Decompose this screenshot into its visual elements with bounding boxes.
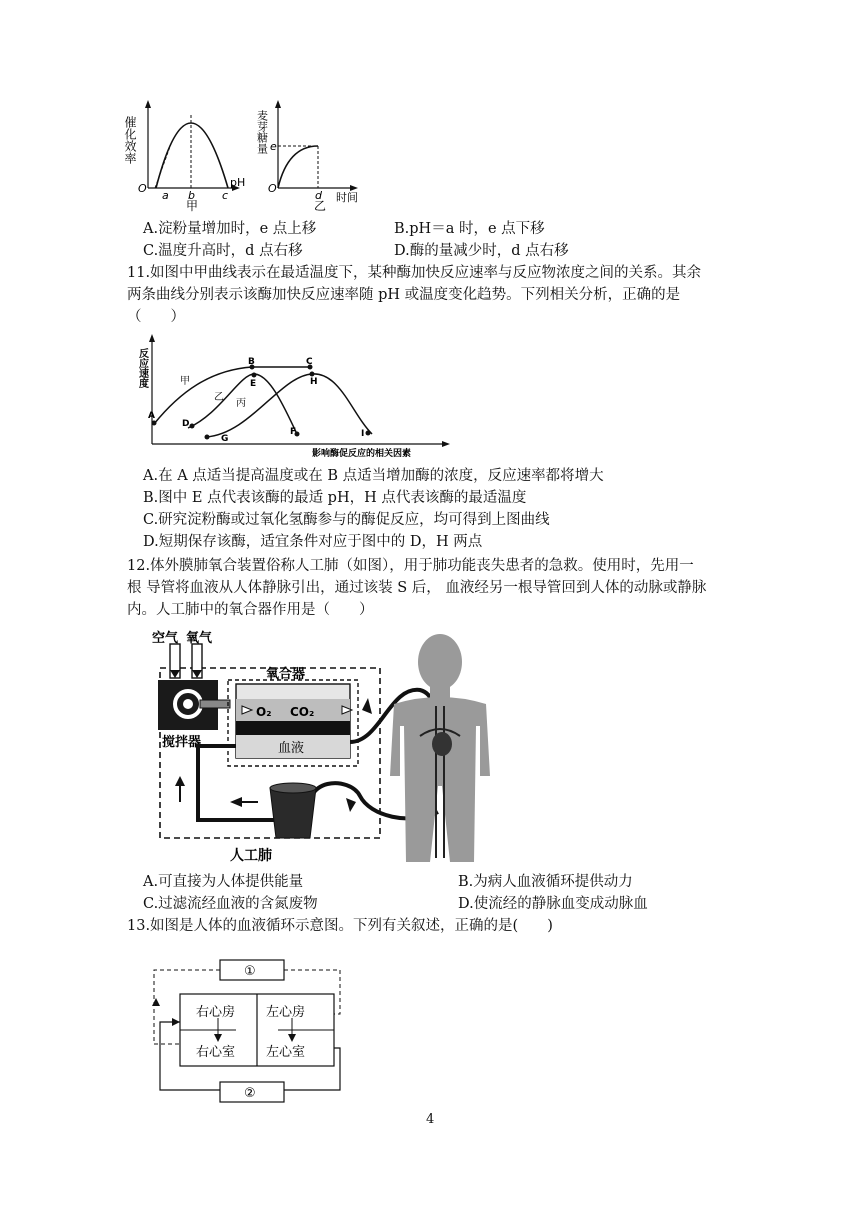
label-curve-yi: 乙 [214,392,224,403]
q10-option-a: A.淀粉量增加时，e 点上移 [143,221,317,237]
q12-stem-line1: 12.体外膜肺氧合装置俗称人工肺（如图），用于肺功能丧失患者的急救。使用时，先用一 [127,558,694,574]
q12-option-c: C.过滤流经血液的含氮废物 [143,896,318,912]
air-label: 空气 [152,631,179,646]
label-curve-jia: 甲 [180,376,190,387]
point-g [205,435,210,440]
oxygen-label: 氧气 [186,631,213,646]
point-a [152,421,157,426]
graph-jia-xlabel: pH [230,176,246,189]
q11-stem-line1: 11.如图中甲曲线表示在最适温度下，某种酶加快反应速率与反应物浓度之间的关系。其余 [127,265,702,281]
q11-option-b: B.图中 E 点代表该酶的最适 pH，H 点代表该酶的最适温度 [143,490,527,506]
point-h [310,372,315,377]
q11-stem-line3: （ ） [127,309,185,325]
point-d [190,424,195,429]
artificial-lung-figure [150,626,490,866]
graph-yi-caption: 乙 [314,199,327,213]
label-f: F [290,427,297,437]
label-h: H [310,377,318,387]
box-2-label: ② [244,1086,256,1101]
label-c: C [306,357,313,367]
graph-jia-ylabel: 催化效率 [123,116,137,164]
origin-label: O [138,182,147,195]
level-e: e [270,140,277,153]
graph-yi-ylabel: 麦芽糖量 [255,110,269,154]
blood-label: 血液 [278,741,305,756]
curve-bing [206,374,372,437]
q12-option-a: A.可直接为人体提供能量 [143,874,304,890]
q13-stem: 13.如图是人体的血液循环示意图。下列有关叙述，正确的是( ) [127,918,553,934]
right-atrium: 右心房 [196,1005,236,1020]
enzyme-curves-figure [123,98,368,213]
label-e: E [250,379,257,389]
label-curve-bing: 丙 [236,398,246,409]
label-d: D [182,419,190,429]
label-g: G [221,434,229,444]
label-a: A [148,411,155,421]
q11-option-d: D.短期保存该酶，适宜条件对应于图中的 D，H 两点 [143,534,483,550]
blood-circulation-figure [150,956,350,1108]
q11-option-a: A.在 A 点适当提高温度或在 B 点适当增加酶的浓度，反应速率都将增大 [143,468,604,484]
curve-jia [154,367,310,424]
point-i [366,431,371,436]
point-e [252,373,257,378]
graph-jia [123,100,245,213]
bell-curve [156,123,228,188]
mixer-label: 搅拌器 [162,735,202,750]
oxygenator-label: 氧合器 [266,667,306,682]
right-ventricle: 右心室 [196,1045,236,1060]
q11-option-c: C.研究淀粉酶或过氧化氢酶参与的酶促反应，均可得到上图曲线 [143,512,550,528]
q12-option-d: D.使流经的静脉血变成动脉血 [458,896,648,912]
q10-option-d: D.酶的量减少时，d 点右移 [394,243,569,259]
q10-option-b: B.pH＝a 时，e 点下移 [394,221,545,237]
graph-yi [256,100,359,213]
box-1-label: ① [244,964,256,979]
o2-label: O₂ [256,705,272,719]
label-i: I [361,429,365,439]
tick-a: a [162,189,169,202]
blood-pump-cup [270,788,316,838]
page-number: 4 [426,1112,435,1127]
co2-label: CO₂ [290,705,315,719]
graph-yi-xlabel: 时间 [336,191,358,204]
q12-option-b: B.为病人血液循环提供动力 [458,874,633,890]
label-b: B [248,357,255,367]
xlabel-factors: 影响酶促反应的相关因素 [312,449,412,459]
q12-stem-line2: 根 导管将血液从人体静脉引出，通过该装 S 后， 血液经另一根导管回到人体的动脉或静脉 [127,580,707,596]
reaction-speed-figure [136,334,460,459]
q11-stem-line2: 两条曲线分别表示该酶加快反应速率随 pH 或温度变化趋势。下列相关分析，正确的是 [127,287,681,303]
graph-jia-caption: 甲 [186,199,199,213]
left-atrium: 左心房 [266,1005,306,1020]
ylabel-reaction-speed: 反应速度 [136,348,148,388]
q10-option-c: C.温度升高时，d 点右移 [143,243,303,259]
q12-stem-line3: 内。人工肺中的氧合器作用是（ ） [127,602,374,618]
tick-d: d [315,189,322,202]
origin-label: O [268,182,277,195]
figure-caption: 人工肺 [230,848,272,864]
left-ventricle: 左心室 [266,1045,306,1060]
saturation-curve [278,146,318,188]
tick-b: b [188,189,195,202]
tick-c: c [222,189,229,202]
human-body-silhouette [390,634,490,862]
